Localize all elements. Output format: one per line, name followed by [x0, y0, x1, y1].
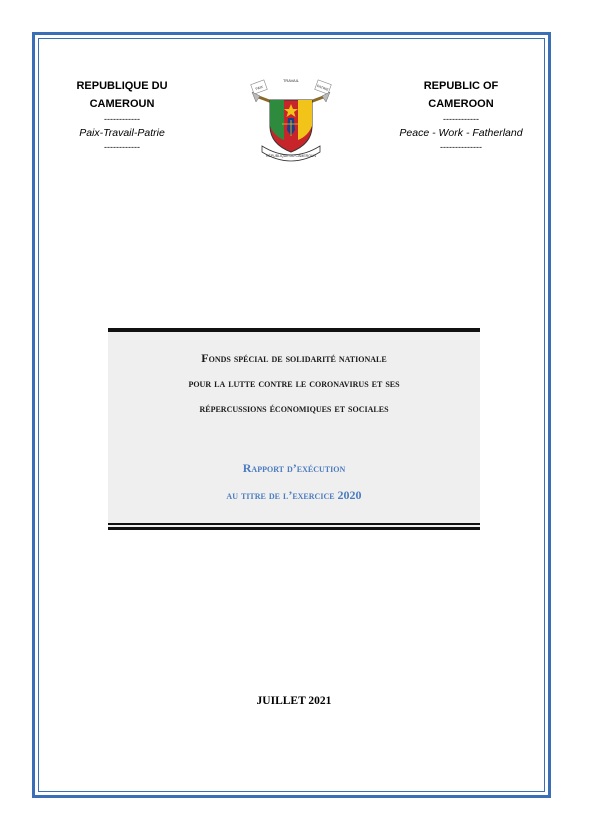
emblem-text-paix: PAIX — [255, 84, 264, 92]
title-line-2: pour la lutte contre le coronavirus et ses — [188, 376, 400, 390]
publication-date: JUILLET 2021 — [256, 695, 332, 707]
emblem-text-patrie: PATRIE — [316, 83, 330, 92]
separator: ------------ — [104, 114, 140, 124]
report-line-2: au titre de l’exercice 2020 — [226, 488, 362, 502]
country-name-fr-line2: CAMEROUN — [89, 98, 155, 110]
report-subtitle — [108, 455, 480, 509]
cameroon-coat-of-arms-icon — [248, 74, 334, 164]
emblem-text-banner: RÉPUBLIQUE DU CAMEROUN — [266, 154, 316, 158]
title-line-3: répercussions économiques et sociales — [199, 401, 389, 415]
document-title — [108, 346, 480, 421]
motto-fr: Paix-Travail-Patrie — [79, 127, 165, 139]
title-rule-bottom-thick — [108, 527, 480, 530]
title-rule-top — [108, 328, 480, 332]
report-line-1: Rapport d’exécution — [242, 461, 346, 475]
country-name-en-line2: CAMEROON — [428, 98, 494, 110]
emblem-text-travail: TRAVAIL — [282, 78, 300, 83]
country-name-fr-line1: REPUBLIQUE DU — [76, 80, 168, 92]
motto-en: Peace - Work - Fatherland — [399, 127, 523, 139]
separator: ------------ — [443, 114, 479, 124]
title-line-1: Fonds spécial de solidarité nationale — [201, 351, 387, 365]
header-left-block — [37, 77, 207, 153]
separator: ------------ — [104, 142, 140, 152]
country-name-en-line1: REPUBLIC OF — [423, 80, 499, 92]
title-rule-bottom-thin — [108, 523, 480, 525]
separator: -------------- — [440, 142, 482, 152]
header-right-block — [376, 77, 546, 153]
